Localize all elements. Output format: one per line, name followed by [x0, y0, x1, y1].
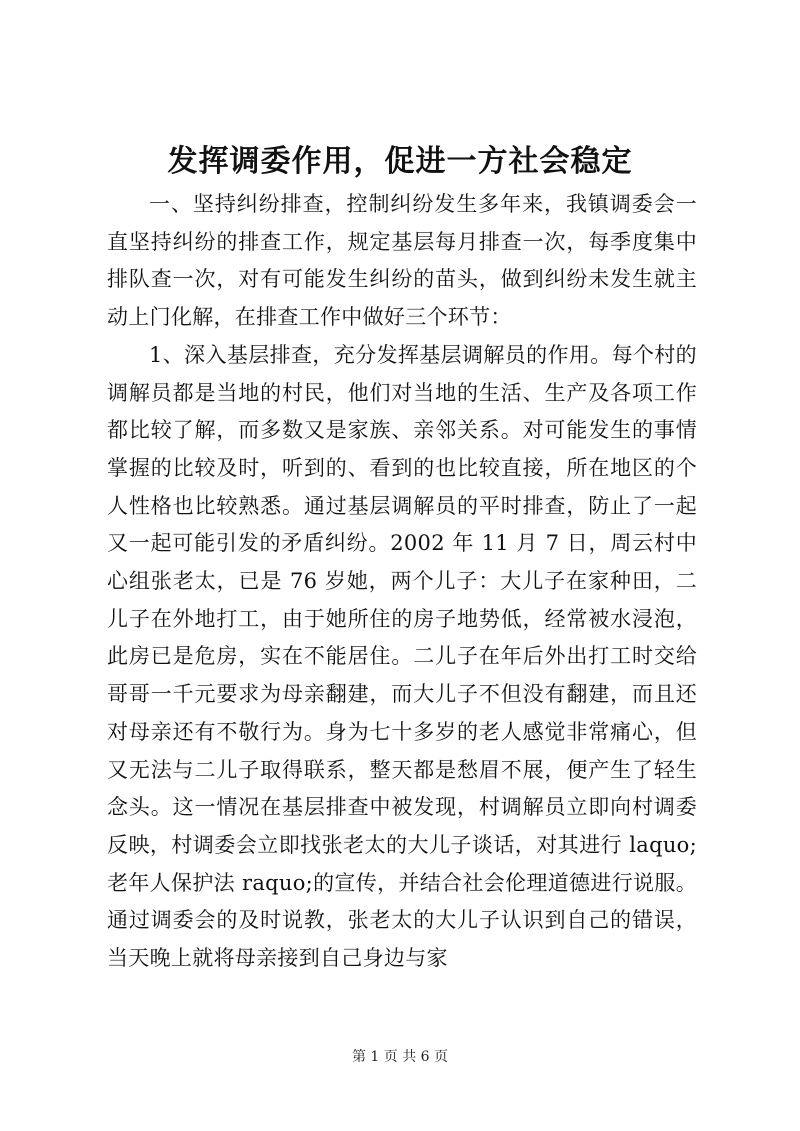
- paragraph-2: 1、深入基层排查，充分发挥基层调解员的作用。每个村的调解员都是当地的村民，他们对当地的生活、生产及各项工作都比较了解，而多数又是家族、亲邻关系。对可能发生的事情掌握的比较及时，听到的、看到的也比较直接，所在地区的个人性格也比较熟悉。通过基层调解员的平时排查，防止了一起又一起可能引发的矛盾纠纷。2002 年 11 月 7 日，周云村中心组张老太，已是 76 岁她，两个儿子：大儿子在家种田，二儿子在外地打工，由于她所住的房子地势低，经常被水浸泡，此房已是危房，实在不能居住。二儿子在年后外出打工时交给哥哥一千元要求为母亲翻建，而大儿子不但没有翻建，而且还对母亲还有不敬行为。身为七十多岁的老人感觉非常痛心，但又无法与二儿子取得联系，整天都是愁眉不展，便产生了轻生念头。这一情况在基层排查中被发现，村调解员立即向村调委反映，村调委会立即找张老太的大儿子谈话，对其进行 laquo;老年人保护法 raquo;的宣传，并结合社会伦理道德进行说服。通过调委会的及时说教，张老太的大儿子认识到自己的错误，当天晚上就将母亲接到自己身边与家: [107, 342, 697, 971]
- document-title: 发挥调委作用，促进一方社会稳定: [167, 144, 633, 179]
- paragraph-1: 一、坚持纠纷排查，控制纠纷发生多年来，我镇调委会一直坚持纠纷的排查工作，规定基层每月排查一次，每季度集中排队查一次，对有可能发生纠纷的苗头，做到纠纷未发生就主动上门化解，在排查工作中做好三个环节：: [107, 192, 697, 330]
- page-number-footer: 第 1 页 共 6 页: [351, 1049, 449, 1065]
- document-body: [107, 186, 697, 978]
